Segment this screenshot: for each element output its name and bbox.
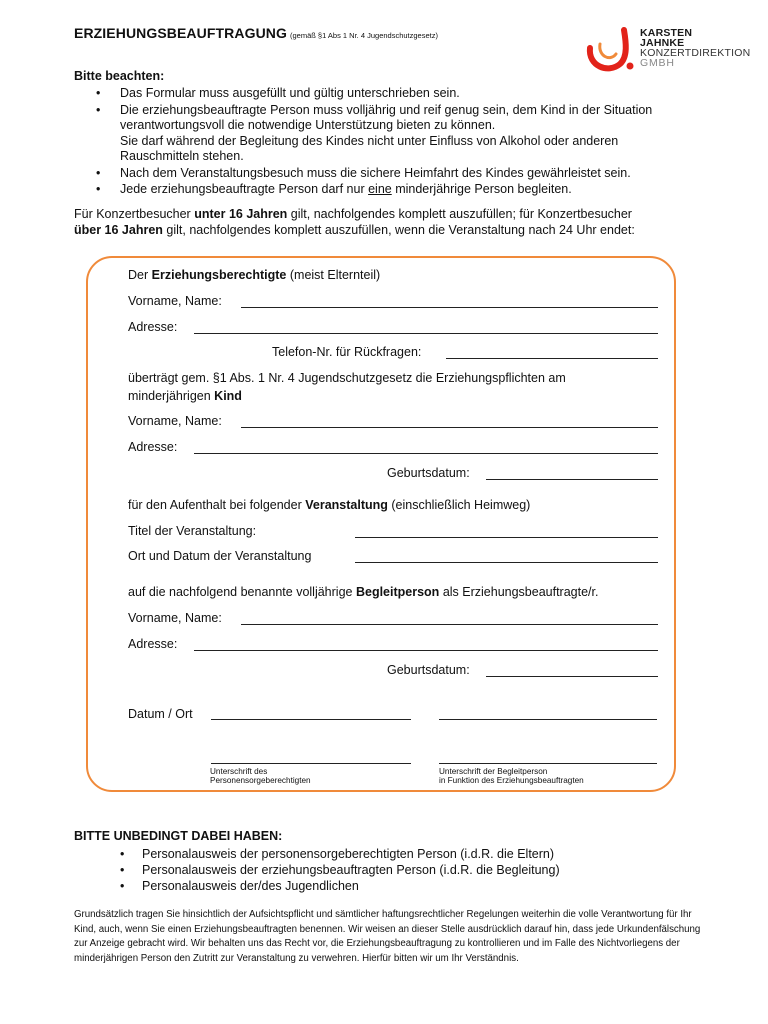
logo-wordmark [640, 28, 750, 68]
event-title-label: Titel der Veranstaltung: [128, 524, 257, 538]
notes-title: Bitte beachten: [74, 69, 165, 83]
title-main: ERZIEHUNGSBEAUFTRAGUNG [74, 25, 287, 41]
companion-birthdate-field[interactable] [486, 676, 658, 677]
child-address-label: Adresse: [128, 440, 178, 454]
list-item: • Die erziehungsbeauftragte Person muss volljährig und reif genug sein, dem Kind in der Situation verantwortungsvoll die notwendige Unterstützung bieten zu können. Sie darf während der Begleitung des Kindes nicht unter Einfluss von Alkohol oder anderen Rauschmitteln stehen. [96, 102, 653, 163]
list-item: • Jede erziehungsbeauftragte Person darf nur eine minderjährige Person begleiten. [96, 182, 572, 196]
logo-line-1: KARSTEN [640, 27, 693, 39]
event-place-field[interactable] [355, 562, 658, 563]
child-address-field[interactable] [194, 453, 658, 454]
underlined-word: eine [368, 182, 392, 196]
list-item: • Personalausweis der personensorgeberechtigten Person (i.d.R. die Eltern) [120, 847, 555, 861]
guardian-name-field[interactable] [241, 307, 658, 308]
title-subtitle: (gemäß §1 Abs 1 Nr. 4 Jugendschutzgesetz) [289, 31, 438, 40]
footer-disclaimer: Grundsätzlich tragen Sie hinsichtlich der Aufsichtspflicht und sämtlicher haftungsrechtlicher Regelungen weiterhin die volle Verantwortung für Ihr Kind, auch, wenn Sie einen Erziehungsbeauftragten benennen. Wir weisen an dieser Stelle ausdrücklich darauf hin, dass jede Urkundenfälschung zur Anzeige gebracht wird. Wir behalten uns das Recht vor, die Erziehungsbeauftragung zu kontrollieren und im Falle des Nichtvorliegens der minderjährigen Person den Zutritt zur Veranstaltung zu verwehren. Hierfür bitten wir um Ihr Verständnis. [74, 909, 701, 964]
guardian-address-label: Adresse: [128, 320, 178, 334]
child-birthdate-label: Geburtsdatum: [387, 466, 470, 480]
guardian-signature-field[interactable] [211, 763, 411, 764]
logo-mark-icon [586, 26, 640, 76]
event-place-label: Ort und Datum der Veranstaltung [128, 549, 312, 563]
guardian-heading: Der Erziehungsberechtigte (meist Elternteil) [128, 268, 381, 282]
guardian-name-label: Vorname, Name: [128, 294, 222, 308]
child-birthdate-field[interactable] [486, 479, 658, 480]
notes-list [74, 86, 714, 199]
companion-date-place-field[interactable] [439, 719, 657, 720]
company-logo [586, 26, 751, 76]
phone-field[interactable] [446, 358, 658, 359]
list-item: • Personalausweis der erziehungsbeauftragten Person (i.d.R. die Begleitung) [120, 863, 560, 877]
bring-title: BITTE UNBEDINGT DABEI HABEN: [74, 829, 283, 843]
companion-signature-caption: Unterschrift der Begleitperson in Funktion des Erziehungsbeauftragten [439, 767, 584, 785]
transfer-text-line-1: überträgt gem. §1 Abs. 1 Nr. 4 Jugendschutzgesetz die Erziehungspflichten am [128, 371, 566, 385]
transfer-text-line-2: minderjährigen Kind [128, 389, 242, 403]
companion-birthdate-label: Geburtsdatum: [387, 663, 470, 677]
child-name-label: Vorname, Name: [128, 414, 222, 428]
list-item: • Personalausweis der/des Jugendlichen [120, 879, 359, 893]
event-title-field[interactable] [355, 537, 658, 538]
logo-line-3: KONZERTDIREKTION [640, 47, 751, 59]
bring-list [74, 846, 560, 894]
date-place-label: Datum / Ort [128, 707, 193, 721]
guardian-date-place-field[interactable] [211, 719, 411, 720]
guardian-signature-caption: Unterschrift des Personensorgeberechtigten [210, 767, 311, 785]
companion-signature-field[interactable] [439, 763, 657, 764]
companion-heading: auf die nachfolgend benannte volljährige Begleitperson als Erziehungsbeauftragte/r. [128, 585, 599, 599]
child-name-field[interactable] [241, 427, 658, 428]
document-title [74, 25, 438, 43]
logo-line-2: JAHNKE [640, 37, 685, 49]
list-item: • Das Formular muss ausgefüllt und gültig unterschrieben sein. [96, 86, 460, 100]
event-heading: für den Aufenthalt bei folgender Veranstaltung (einschließlich Heimweg) [128, 498, 531, 512]
companion-name-field[interactable] [241, 624, 658, 625]
companion-name-label: Vorname, Name: [128, 611, 222, 625]
companion-address-label: Adresse: [128, 637, 178, 651]
list-item: • Nach dem Veranstaltungsbesuch muss die sichere Heimfahrt des Kindes gewährleistet sein. [96, 165, 631, 180]
intro-paragraph: Für Konzertbesucher unter 16 Jahren gilt, nachfolgendes komplett auszufüllen; für Konzertbesucher über 16 Jahren gilt, nachfolgendes komplett auszufüllen, wenn die Veranstaltung nach 24 Uhr endet: [74, 207, 635, 237]
phone-label: Telefon-Nr. für Rückfragen: [272, 345, 422, 359]
logo-line-4: GMBH [640, 57, 675, 69]
guardian-address-field[interactable] [194, 333, 658, 334]
companion-address-field[interactable] [194, 650, 658, 651]
